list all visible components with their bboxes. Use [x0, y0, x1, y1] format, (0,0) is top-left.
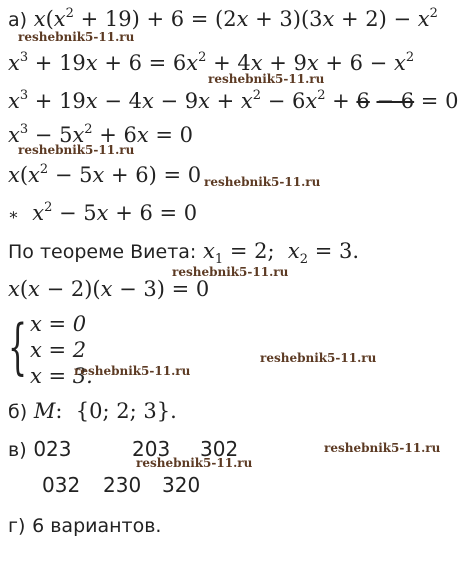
variant-item: 023	[33, 437, 72, 461]
watermark: reshebnik5-11.ru	[172, 265, 289, 279]
system-root-2: x = 2	[30, 338, 87, 362]
equation-line-5: $x(x^2 - 5x + 6) = 0$	[8, 162, 202, 187]
part-b-line: б) M: {0; 2; 3}.	[8, 399, 177, 423]
part-v-row-1	[8, 436, 72, 463]
variant-item: 302	[200, 437, 239, 461]
equation-line-6: ∗ $x^2 - 5x + 6 = 0$	[8, 200, 198, 225]
equation-line-4: $x^3 - 5x^2 + 6x = 0$	[8, 122, 194, 147]
system-root-1: x = 0	[30, 312, 87, 336]
watermark: reshebnik5-11.ru	[74, 364, 191, 378]
watermark: reshebnik5-11.ru	[260, 351, 377, 365]
vieta-line: По теореме Виета: $x_1 = 2$; $x_2 = 3$.	[8, 239, 359, 267]
system-root-3: x = 3.	[30, 364, 93, 388]
system-brace: {	[8, 312, 28, 382]
label-g: г)	[8, 515, 26, 537]
variant-item: 032	[42, 473, 81, 497]
vieta-text: По теореме Виета:	[8, 241, 197, 263]
watermark: reshebnik5-11.ru	[18, 143, 135, 157]
part-g-line	[8, 512, 161, 539]
equation-line-1: а) $x(x^2 + 19) + 6 = (2x + 3)(3x + 2) - x^2$	[8, 6, 438, 31]
watermark: reshebnik5-11.ru	[204, 175, 321, 189]
watermark: reshebnik5-11.ru	[136, 456, 253, 470]
label-b: б)	[8, 401, 28, 423]
watermark: reshebnik5-11.ru	[208, 72, 325, 86]
factored-line: x(x − 2)(x − 3) = 0	[8, 277, 210, 301]
set-label: M	[33, 399, 56, 423]
variant-item: 320	[162, 473, 201, 497]
equation-line-2: $x^3 + 19x + 6 = 6x^2 + 4x + 9x + 6 - x^2$	[8, 50, 415, 75]
answer-g: 6 вариантов.	[32, 515, 162, 537]
label-v: в)	[8, 439, 27, 461]
watermark: reshebnik5-11.ru	[18, 30, 135, 44]
watermark: reshebnik5-11.ru	[324, 441, 441, 455]
set-value: {0; 2; 3}.	[75, 399, 177, 423]
equation-line-3: $x^3 + 19x - 4x - 9x + x^2 - 6x^2 + 6 - 6 = 0$	[8, 88, 459, 113]
label-a: а)	[8, 9, 28, 31]
variant-item: 230	[103, 473, 142, 497]
variant-item: 203	[132, 437, 171, 461]
